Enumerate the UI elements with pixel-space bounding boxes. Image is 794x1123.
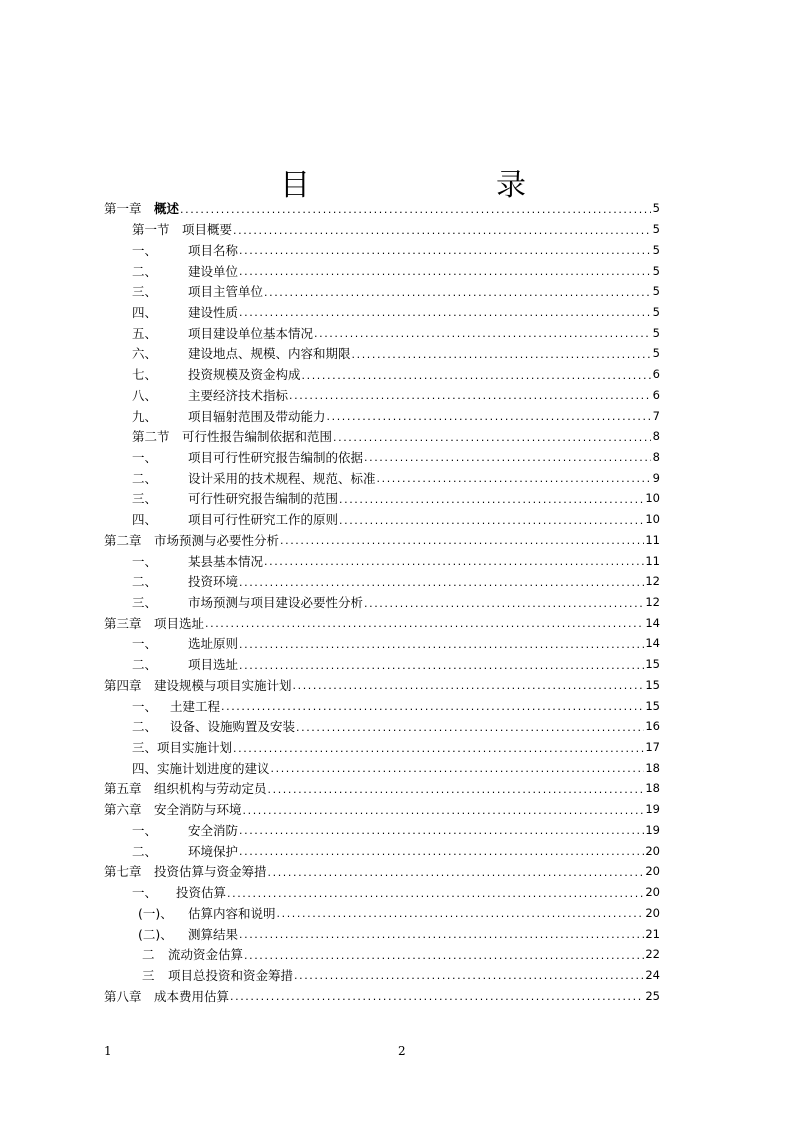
toc-entry-page: 5: [652, 304, 660, 319]
toc-entry-number: 二、: [132, 470, 158, 486]
toc-entry-number: 第五章: [104, 781, 142, 797]
toc-entry-label: 项目主管单位: [188, 284, 264, 300]
toc-entry-page: 5: [652, 201, 660, 216]
toc-entry-page: 5: [652, 263, 660, 278]
toc-entry-label: 项目建设单位基本情况: [188, 325, 314, 341]
toc-entry-page: 14: [645, 636, 660, 651]
toc-entry-label: 三、项目实施计划: [132, 740, 233, 756]
toc-entry-label: 投资估算: [176, 885, 227, 901]
toc-entry[interactable]: [104, 944, 660, 965]
toc-entry-label: 项目概要: [182, 222, 233, 238]
toc-entry-number: 二、: [132, 843, 158, 859]
toc-entry-page: 10: [645, 512, 660, 527]
toc-entry-number: 三: [142, 967, 155, 983]
toc-entry-page: 20: [645, 843, 660, 858]
toc-entry-page: 5: [652, 242, 660, 257]
toc-entry-page: 16: [645, 719, 660, 734]
toc-entry-label: 组织机构与劳动定员: [154, 781, 267, 797]
toc-entry-number: (二)、: [138, 926, 173, 942]
toc-entry-label: 项目选址: [188, 657, 239, 673]
toc-entry-page: 19: [645, 802, 660, 817]
toc-entry[interactable]: [104, 447, 660, 468]
toc-leader-dots: [377, 470, 651, 485]
toc-leader-dots: [233, 222, 651, 237]
toc-entry-label: 可行性报告编制依据和范围: [182, 429, 333, 445]
toc-entry-page: 6: [652, 367, 660, 382]
toc-leader-dots: [239, 636, 644, 651]
toc-leader-dots: [230, 988, 644, 1003]
toc-entry[interactable]: [104, 965, 660, 986]
toc-leader-dots: [221, 698, 644, 713]
toc-entry-number: (一)、: [138, 905, 173, 921]
toc-entry-number: 一、: [132, 242, 158, 258]
toc-leader-dots: [327, 408, 651, 423]
toc-leader-dots: [280, 532, 644, 547]
toc-entry-number: 一、: [132, 449, 158, 465]
toc-entry[interactable]: [104, 675, 660, 696]
toc-entry[interactable]: [104, 902, 660, 923]
toc-leader-dots: [333, 429, 651, 444]
toc-entry-label: 安全消防与环境: [154, 802, 242, 818]
toc-entry-page: 25: [645, 988, 660, 1003]
toc-entry[interactable]: [104, 384, 660, 405]
toc-entry-page: 11: [645, 553, 660, 568]
toc-entry-page: 10: [645, 491, 660, 506]
toc-entry[interactable]: [104, 861, 660, 882]
toc-entry-page: 12: [645, 574, 660, 589]
toc-entry-label: 项目名称: [188, 242, 239, 258]
toc-entry-page: 17: [645, 740, 660, 755]
toc-entry-number: 八、: [132, 387, 158, 403]
toc-entry-label: 安全消防: [188, 822, 239, 838]
toc-entry-number: 第四章: [104, 677, 142, 693]
toc-entry-label: 四、实施计划进度的建议: [132, 760, 270, 776]
toc-entry[interactable]: [104, 757, 660, 778]
toc-entry-number: 四、: [132, 512, 158, 528]
toc-entry-page: 7: [652, 408, 660, 423]
toc-leader-dots: [239, 263, 651, 278]
toc-entry[interactable]: [104, 550, 660, 571]
toc-entry-number: 一、: [132, 885, 158, 901]
toc-entry-page: 14: [645, 615, 660, 630]
toc-leader-dots: [239, 574, 644, 589]
toc-entry-page: 6: [652, 387, 660, 402]
toc-entry[interactable]: [104, 426, 660, 447]
toc-entry[interactable]: [104, 302, 660, 323]
toc-entry-page: 8: [652, 449, 660, 464]
toc-leader-dots: [264, 553, 644, 568]
toc-entry-label: 估算内容和说明: [188, 905, 276, 921]
toc-entry-page: 5: [652, 325, 660, 340]
toc-entry[interactable]: [104, 695, 660, 716]
toc-entry[interactable]: [104, 198, 660, 219]
toc-entry-page: 5: [652, 346, 660, 361]
toc-entry-page: 20: [645, 885, 660, 900]
toc-entry-number: 三、: [132, 595, 158, 611]
toc-leader-dots: [243, 802, 645, 817]
page-footer-left: 1: [104, 1044, 112, 1058]
toc-entry-label: 建设单位: [188, 263, 239, 279]
toc-leader-dots: [364, 595, 644, 610]
toc-entry-label: 投资环境: [188, 574, 239, 590]
toc-leader-dots: [302, 367, 651, 382]
toc-entry-number: 第七章: [104, 864, 142, 880]
toc-entry-label: 项目辐射范围及带动能力: [188, 408, 326, 424]
toc-entry-number: 二: [142, 947, 155, 963]
toc-entry[interactable]: [104, 985, 660, 1006]
toc-leader-dots: [277, 905, 645, 920]
toc-entry[interactable]: [104, 654, 660, 675]
toc-leader-dots: [239, 926, 644, 941]
page-number: 2: [398, 1044, 406, 1058]
toc-entry[interactable]: [104, 239, 660, 260]
toc-entry[interactable]: [104, 923, 660, 944]
toc-entry[interactable]: [104, 778, 660, 799]
toc-entry-label: 建设性质: [188, 304, 239, 320]
toc-entry-page: 21: [645, 926, 660, 941]
toc-entry[interactable]: [104, 612, 660, 633]
toc-entry-label: 土建工程: [170, 698, 221, 714]
toc-entry-page: 20: [645, 864, 660, 879]
toc-leader-dots: [239, 843, 644, 858]
toc-leader-dots: [294, 967, 644, 982]
toc-entry-label: 建设规模与项目实施计划: [154, 677, 292, 693]
toc-entry[interactable]: [104, 633, 660, 654]
toc-entry-page: 8: [652, 429, 660, 444]
toc-entry-number: 一、: [132, 553, 158, 569]
title-char-2: 录: [496, 168, 526, 203]
toc-entry[interactable]: [104, 530, 660, 551]
toc-entry[interactable]: [104, 592, 660, 613]
toc-entry-label: 投资规模及资金构成: [188, 367, 301, 383]
toc-entry-label: 市场预测与项目建设必要性分析: [188, 595, 364, 611]
toc-entry-label: 项目选址: [154, 615, 205, 631]
toc-entry-number: 六、: [132, 346, 158, 362]
toc-entry-page: 22: [645, 947, 660, 962]
toc-entry[interactable]: [104, 509, 660, 530]
toc-entry[interactable]: [104, 488, 660, 509]
toc-entry-page: 20: [645, 905, 660, 920]
title-char-1: 目: [280, 168, 310, 203]
toc-entry-number: 一、: [132, 636, 158, 652]
toc-entry[interactable]: [104, 820, 660, 841]
toc-entry-label: 建设地点、规模、内容和期限: [188, 346, 351, 362]
toc-entry-label: 成本费用估算: [154, 988, 230, 1004]
toc-entry[interactable]: [104, 467, 660, 488]
toc-entry-page: 5: [652, 222, 660, 237]
toc-entry[interactable]: [104, 840, 660, 861]
toc-entry[interactable]: [104, 364, 660, 385]
toc-entry-label: 市场预测与必要性分析: [154, 532, 280, 548]
toc-entry-number: 第三章: [104, 615, 142, 631]
toc-leader-dots: [352, 346, 651, 361]
toc-entry-number: 三、: [132, 491, 158, 507]
toc-entry-label: 测算结果: [188, 926, 239, 942]
toc-entry-label: 选址原则: [188, 636, 239, 652]
toc-entry[interactable]: [104, 219, 660, 240]
table-of-contents: [104, 198, 660, 1006]
toc-entry-label: 流动资金估算: [168, 947, 244, 963]
toc-leader-dots: [233, 740, 644, 755]
toc-leader-dots: [239, 242, 651, 257]
toc-entry-number: 四、: [132, 304, 158, 320]
toc-entry-number: 第一章: [104, 201, 142, 217]
toc-entry-label: 主要经济技术指标: [188, 387, 289, 403]
toc-entry-label: 可行性研究报告编制的范围: [188, 491, 339, 507]
toc-entry[interactable]: [104, 405, 660, 426]
toc-leader-dots: [239, 822, 644, 837]
toc-leader-dots: [289, 387, 651, 402]
toc-leader-dots: [264, 284, 651, 299]
toc-entry-page: 9: [652, 470, 660, 485]
toc-leader-dots: [296, 719, 644, 734]
toc-entry-label: 概述: [154, 201, 180, 217]
toc-entry-number: 二、: [132, 263, 158, 279]
toc-leader-dots: [339, 491, 644, 506]
toc-entry[interactable]: [104, 322, 660, 343]
toc-leader-dots: [364, 449, 651, 464]
toc-entry-label: 项目总投资和资金筹措: [168, 967, 294, 983]
toc-entry-label: 投资估算与资金筹措: [154, 864, 267, 880]
toc-entry-number: 第二章: [104, 532, 142, 548]
toc-entry-label: 设备、设施购置及安装: [170, 719, 296, 735]
toc-leader-dots: [239, 304, 651, 319]
toc-entry-page: 15: [645, 657, 660, 672]
toc-entry-label: 某县基本情况: [188, 553, 264, 569]
toc-entry-page: 19: [645, 822, 660, 837]
toc-leader-dots: [339, 512, 644, 527]
toc-leader-dots: [205, 615, 644, 630]
toc-entry[interactable]: [104, 716, 660, 737]
toc-entry-number: 七、: [132, 367, 158, 383]
toc-leader-dots: [239, 657, 644, 672]
toc-title: [280, 160, 540, 203]
toc-entry-number: 二、: [132, 657, 158, 673]
toc-entry-label: 项目可行性研究报告编制的依据: [188, 449, 364, 465]
toc-leader-dots: [244, 947, 644, 962]
toc-entry-page: 18: [645, 760, 660, 775]
toc-entry-number: 第六章: [104, 802, 142, 818]
toc-leader-dots: [268, 864, 645, 879]
toc-entry[interactable]: [104, 799, 660, 820]
toc-entry-number: 五、: [132, 325, 158, 341]
toc-entry[interactable]: [104, 343, 660, 364]
toc-entry-number: 第一节: [132, 222, 170, 238]
toc-entry-page: 15: [645, 677, 660, 692]
toc-entry[interactable]: [104, 571, 660, 592]
toc-entry[interactable]: [104, 737, 660, 758]
toc-leader-dots: [180, 201, 651, 216]
toc-leader-dots: [268, 781, 645, 796]
toc-entry-page: 11: [645, 532, 660, 547]
toc-entry-number: 九、: [132, 408, 158, 424]
toc-entry[interactable]: [104, 882, 660, 903]
toc-entry-page: 5: [652, 284, 660, 299]
toc-entry-number: 一、: [132, 698, 158, 714]
toc-entry[interactable]: [104, 281, 660, 302]
toc-entry-number: 二、: [132, 719, 158, 735]
toc-leader-dots: [271, 760, 645, 775]
toc-leader-dots: [314, 325, 651, 340]
toc-entry-number: 第二节: [132, 429, 170, 445]
toc-entry-label: 项目可行性研究工作的原则: [188, 512, 339, 528]
toc-entry[interactable]: [104, 260, 660, 281]
toc-entry-page: 12: [645, 595, 660, 610]
toc-entry-number: 一、: [132, 822, 158, 838]
toc-leader-dots: [227, 885, 644, 900]
toc-entry-page: 18: [645, 781, 660, 796]
toc-entry-page: 15: [645, 698, 660, 713]
toc-entry-label: 环境保护: [188, 843, 239, 859]
toc-entry-number: 第八章: [104, 988, 142, 1004]
toc-entry-label: 设计采用的技术规程、规范、标准: [188, 470, 376, 486]
toc-entry-page: 24: [645, 967, 660, 982]
toc-entry-number: 三、: [132, 284, 158, 300]
toc-entry-number: 二、: [132, 574, 158, 590]
toc-leader-dots: [293, 677, 645, 692]
